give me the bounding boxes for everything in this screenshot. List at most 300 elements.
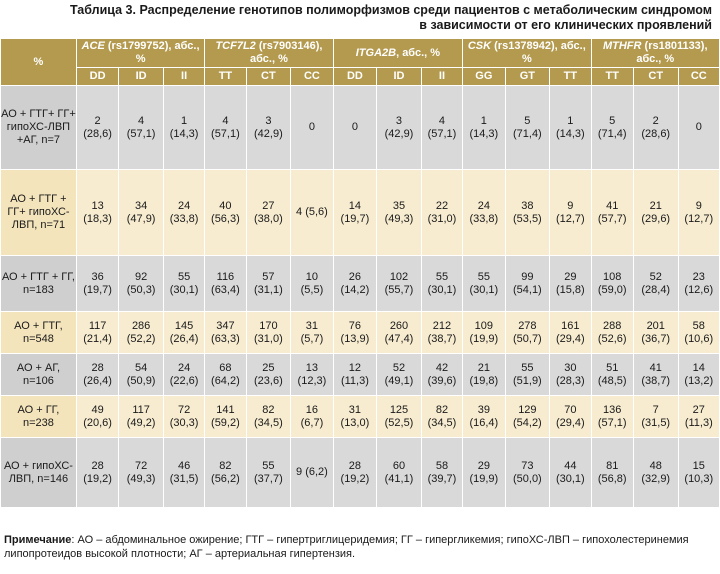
table-cell xyxy=(377,354,422,396)
cell-percent: (29,4) xyxy=(555,332,585,345)
table-cell xyxy=(205,86,246,170)
table-cell xyxy=(291,170,333,256)
table-cell xyxy=(205,170,246,256)
row-label: АО + АГ, n=106 xyxy=(1,354,77,396)
cell-count: 46 xyxy=(177,459,191,472)
cell-count: 44 xyxy=(564,459,577,472)
cell-percent: (52,2) xyxy=(126,332,156,345)
cell-percent: (57,1) xyxy=(427,127,457,140)
table-cell xyxy=(591,312,633,354)
cell-percent: (19,7) xyxy=(83,283,112,296)
cell-count: 49 xyxy=(91,403,104,416)
table-row xyxy=(1,256,720,312)
table-cell xyxy=(377,256,422,312)
percent-header: % xyxy=(1,39,77,86)
cell-percent: (28,6) xyxy=(83,127,112,140)
cell-count: 99 xyxy=(521,270,534,283)
cell-percent: (71,4) xyxy=(597,127,627,140)
table-cell xyxy=(377,438,422,508)
cell-percent: (47,4) xyxy=(384,332,414,345)
cell-count: 286 xyxy=(131,319,151,332)
cell-count: 145 xyxy=(174,319,194,332)
table-row xyxy=(1,396,720,438)
table-cell xyxy=(333,354,377,396)
cell-percent: (49,2) xyxy=(126,416,156,429)
table-cell xyxy=(463,312,505,354)
cell-percent: (59,0) xyxy=(597,283,627,296)
table-cell xyxy=(163,396,204,438)
title-line-2: в зависимости от его клинических проявлений xyxy=(419,18,712,32)
cell-percent: (18,3) xyxy=(83,212,112,225)
cell-percent: (31,0) xyxy=(427,212,457,225)
table-cell xyxy=(163,354,204,396)
cell-percent: (10,6) xyxy=(684,332,714,345)
row-label: АО + ГТГ + ГГ+ гипоХС-ЛВП, n=71 xyxy=(1,170,77,256)
table-cell xyxy=(591,256,633,312)
table-body xyxy=(1,86,720,508)
cell-count: 26 xyxy=(348,270,362,283)
cell-count: 102 xyxy=(389,270,409,283)
table-cell xyxy=(678,256,719,312)
row-label: АО + ГГ, n=238 xyxy=(1,396,77,438)
table-cell xyxy=(633,86,678,170)
table-cell xyxy=(463,396,505,438)
table-cell xyxy=(163,438,204,508)
table-cell xyxy=(333,170,377,256)
cell-count: 40 xyxy=(219,199,232,212)
table-cell xyxy=(119,312,164,354)
table-cell xyxy=(333,438,377,508)
cell-percent: (22,6) xyxy=(169,374,199,387)
cell-count: 22 xyxy=(435,199,449,212)
cell-percent: (29,6) xyxy=(641,212,671,225)
cell-count: 129 xyxy=(518,403,537,416)
cell-count: 288 xyxy=(603,319,622,332)
genotype-header: CC xyxy=(291,68,333,86)
cell-percent: (19,7) xyxy=(340,212,370,225)
table-cell xyxy=(205,354,246,396)
cell-percent: (57,1) xyxy=(211,127,240,140)
table-cell xyxy=(421,256,462,312)
cell-percent: (64,2) xyxy=(211,374,240,387)
cell-percent: (20,6) xyxy=(83,416,112,429)
table-cell xyxy=(421,438,462,508)
genotype-header: II xyxy=(163,68,204,86)
gene-header-ace: ACE (rs1799752), абс., % xyxy=(76,39,204,68)
cell-percent: (50,0) xyxy=(512,472,542,485)
cell-percent: (33,8) xyxy=(469,212,499,225)
table-cell xyxy=(205,438,246,508)
genotype-header: TT xyxy=(205,68,246,86)
table-cell xyxy=(205,256,246,312)
cell-count: 48 xyxy=(649,459,662,472)
cell-percent: (29,4) xyxy=(555,416,585,429)
cell-count: 72 xyxy=(177,403,191,416)
cell-count: 81 xyxy=(606,459,619,472)
table-note xyxy=(4,533,716,561)
cell-percent: (13,9) xyxy=(340,332,370,345)
table-cell xyxy=(291,312,333,354)
cell-percent: (21,4) xyxy=(83,332,112,345)
cell-count: 2 xyxy=(94,114,101,127)
cell-count: 36 xyxy=(91,270,104,283)
cell-percent: (19,2) xyxy=(83,472,112,485)
table-cell xyxy=(505,438,550,508)
gene-header-csk: CSK (rs1378942), абс., % xyxy=(463,39,591,68)
table-cell xyxy=(119,354,164,396)
cell-percent: (56,2) xyxy=(211,472,240,485)
cell-count: 24 xyxy=(177,199,191,212)
cell-count: 42 xyxy=(435,361,449,374)
table-cell xyxy=(550,256,591,312)
cell-percent: (47,9) xyxy=(126,212,156,225)
genotype-table xyxy=(0,38,720,508)
cell-count: 55 xyxy=(435,270,449,283)
table-cell xyxy=(633,256,678,312)
cell-percent: (5,7) xyxy=(300,332,324,345)
genotype-header: GG xyxy=(463,68,505,86)
table-cell xyxy=(591,396,633,438)
table-cell xyxy=(591,86,633,170)
cell-count: 52 xyxy=(392,361,406,374)
table-cell xyxy=(505,354,550,396)
table-cell xyxy=(550,354,591,396)
cell-percent: (14,3) xyxy=(169,127,199,140)
table-cell xyxy=(421,170,462,256)
cell-percent: (28,4) xyxy=(641,283,671,296)
table-cell xyxy=(633,354,678,396)
cell-count: 170 xyxy=(259,319,278,332)
cell-percent: (12,6) xyxy=(684,283,714,296)
cell-percent: (26,4) xyxy=(169,332,199,345)
table-cell xyxy=(163,256,204,312)
cell-percent: (30,1) xyxy=(555,472,585,485)
table-cell xyxy=(333,312,377,354)
table-cell xyxy=(119,170,164,256)
cell-count: 9 xyxy=(695,199,702,212)
cell-count: 55 xyxy=(262,459,275,472)
cell-percent: (31,5) xyxy=(641,416,671,429)
cell-percent: (51,9) xyxy=(512,374,542,387)
cell-percent: (34,5) xyxy=(427,416,457,429)
table-cell xyxy=(591,354,633,396)
table-cell xyxy=(246,86,291,170)
cell-count: 9 (6,2) xyxy=(296,466,328,478)
table-cell xyxy=(377,312,422,354)
genotype-header: TT xyxy=(550,68,591,86)
cell-count: 13 xyxy=(91,199,104,212)
table-cell xyxy=(550,438,591,508)
cell-count: 55 xyxy=(521,361,534,374)
row-label: АО + ГТГ+ ГГ+ гипоХС-ЛВП +АГ, n=7 xyxy=(1,86,77,170)
cell-count: 27 xyxy=(692,403,705,416)
cell-percent: (54,1) xyxy=(512,283,542,296)
cell-percent: (19,8) xyxy=(469,374,499,387)
cell-percent: (56,8) xyxy=(597,472,627,485)
cell-count: 10 xyxy=(305,270,319,283)
table-cell xyxy=(291,354,333,396)
cell-percent: (19,9) xyxy=(469,332,499,345)
cell-percent: (16,4) xyxy=(469,416,499,429)
table-cell xyxy=(76,170,118,256)
cell-count: 1 xyxy=(181,114,188,127)
cell-percent: (31,5) xyxy=(169,472,199,485)
cell-percent: (30,1) xyxy=(427,283,457,296)
genotype-header: CT xyxy=(633,68,678,86)
cell-percent: (49,3) xyxy=(384,212,414,225)
cell-count: 260 xyxy=(389,319,409,332)
cell-count: 3 xyxy=(265,114,272,127)
cell-percent: (52,5) xyxy=(384,416,414,429)
table-cell xyxy=(76,438,118,508)
table-cell xyxy=(119,438,164,508)
cell-count: 34 xyxy=(134,199,148,212)
cell-count: 7 xyxy=(652,403,659,416)
cell-percent: (31,1) xyxy=(254,283,283,296)
table-cell xyxy=(678,170,719,256)
header-row-genotypes xyxy=(1,68,720,86)
cell-count: 125 xyxy=(389,403,409,416)
cell-count: 4 (5,6) xyxy=(296,206,328,218)
cell-count: 28 xyxy=(348,459,362,472)
cell-count: 28 xyxy=(91,361,104,374)
cell-count: 1 xyxy=(480,114,487,127)
cell-percent: (59,2) xyxy=(211,416,240,429)
cell-percent: (39,7) xyxy=(427,472,457,485)
cell-percent: (32,9) xyxy=(641,472,671,485)
cell-count: 4 xyxy=(222,114,229,127)
title-line-1: Таблица 3. Распределение генотипов полиморфизмов среди пациентов с метаболическим синдромом xyxy=(69,3,712,17)
cell-count: 82 xyxy=(219,459,232,472)
cell-percent: (28,6) xyxy=(641,127,671,140)
table-cell xyxy=(505,256,550,312)
cell-count: 13 xyxy=(305,361,319,374)
cell-percent: (42,9) xyxy=(384,127,414,140)
cell-percent: (49,1) xyxy=(384,374,414,387)
cell-count: 24 xyxy=(477,199,490,212)
cell-percent: (11,3) xyxy=(684,416,713,429)
table-cell xyxy=(591,170,633,256)
cell-count: 25 xyxy=(262,361,275,374)
cell-percent: (50,9) xyxy=(126,374,156,387)
cell-percent: (26,4) xyxy=(83,374,112,387)
table-cell xyxy=(163,170,204,256)
cell-percent: (34,5) xyxy=(254,416,283,429)
cell-percent: (57,7) xyxy=(597,212,627,225)
table-cell xyxy=(377,86,422,170)
cell-count: 347 xyxy=(216,319,235,332)
table-cell xyxy=(246,396,291,438)
cell-count: 14 xyxy=(348,199,362,212)
cell-count: 30 xyxy=(564,361,577,374)
cell-percent: (10,3) xyxy=(684,472,714,485)
cell-count: 161 xyxy=(561,319,580,332)
row-label: АО + ГТГ + ГГ, n=183 xyxy=(1,256,77,312)
table-cell xyxy=(76,396,118,438)
cell-percent: (53,5) xyxy=(512,212,542,225)
cell-percent: (13,0) xyxy=(340,416,370,429)
table-cell xyxy=(463,438,505,508)
cell-percent: (33,8) xyxy=(169,212,199,225)
table-cell xyxy=(463,256,505,312)
cell-count: 55 xyxy=(477,270,490,283)
cell-count: 136 xyxy=(603,403,622,416)
table-cell xyxy=(505,396,550,438)
table-cell xyxy=(377,170,422,256)
table-cell xyxy=(246,170,291,256)
genotype-header: DD xyxy=(333,68,377,86)
table-cell xyxy=(678,438,719,508)
cell-percent: (23,6) xyxy=(254,374,283,387)
genotype-header: GT xyxy=(505,68,550,86)
table-cell xyxy=(591,438,633,508)
cell-count: 82 xyxy=(262,403,275,416)
cell-percent: (38,0) xyxy=(254,212,283,225)
cell-count: 92 xyxy=(134,270,148,283)
table-cell xyxy=(505,312,550,354)
cell-count: 41 xyxy=(606,199,619,212)
cell-percent: (52,6) xyxy=(597,332,627,345)
cell-count: 278 xyxy=(518,319,537,332)
cell-count: 212 xyxy=(432,319,452,332)
table-cell xyxy=(246,256,291,312)
table-cell xyxy=(678,86,719,170)
table-cell xyxy=(291,86,333,170)
cell-percent: (12,7) xyxy=(555,212,585,225)
cell-count: 41 xyxy=(649,361,662,374)
table-cell xyxy=(421,354,462,396)
table-title xyxy=(0,0,712,33)
genotype-header: ID xyxy=(119,68,164,86)
table-cell xyxy=(505,86,550,170)
table-cell xyxy=(550,396,591,438)
note-label: Примечание xyxy=(4,534,72,546)
cell-percent: (63,3) xyxy=(211,332,240,345)
cell-count: 29 xyxy=(564,270,577,283)
cell-percent: (42,9) xyxy=(254,127,283,140)
table-cell xyxy=(678,354,719,396)
cell-percent: (54,2) xyxy=(512,416,542,429)
table-cell xyxy=(333,396,377,438)
table-cell xyxy=(463,170,505,256)
table-cell xyxy=(633,396,678,438)
cell-count: 39 xyxy=(477,403,490,416)
cell-count: 28 xyxy=(91,459,104,472)
cell-count: 73 xyxy=(521,459,534,472)
cell-count: 15 xyxy=(692,459,705,472)
cell-count: 57 xyxy=(262,270,275,283)
cell-count: 117 xyxy=(88,319,107,332)
cell-count: 27 xyxy=(262,199,275,212)
cell-count: 4 xyxy=(438,114,446,127)
table-cell xyxy=(421,86,462,170)
cell-count: 14 xyxy=(692,361,705,374)
cell-count: 3 xyxy=(395,114,403,127)
table-cell xyxy=(205,396,246,438)
cell-count: 23 xyxy=(692,270,705,283)
cell-percent: (11,3) xyxy=(340,374,369,387)
row-label: АО + гипоХС-ЛВП, n=146 xyxy=(1,438,77,508)
table-cell xyxy=(119,86,164,170)
cell-count: 1 xyxy=(567,114,574,127)
cell-percent: (5,5) xyxy=(300,283,324,296)
cell-count: 24 xyxy=(177,361,191,374)
table-cell xyxy=(76,86,118,170)
cell-count: 21 xyxy=(477,361,490,374)
table-cell xyxy=(246,354,291,396)
cell-count: 16 xyxy=(305,403,319,416)
cell-percent: (31,0) xyxy=(254,332,283,345)
genotype-header: CT xyxy=(246,68,291,86)
table-cell xyxy=(76,312,118,354)
table-row xyxy=(1,312,720,354)
cell-percent: (50,7) xyxy=(512,332,542,345)
cell-count: 0 xyxy=(351,121,358,133)
cell-count: 117 xyxy=(132,403,150,416)
cell-percent: (38,7) xyxy=(427,332,457,345)
cell-count: 38 xyxy=(521,199,534,212)
table-cell xyxy=(291,256,333,312)
cell-percent: (38,7) xyxy=(641,374,671,387)
cell-count: 54 xyxy=(134,361,148,374)
cell-percent: (14,2) xyxy=(340,283,370,296)
cell-count: 70 xyxy=(564,403,577,416)
cell-count: 21 xyxy=(649,199,662,212)
cell-percent: (39,6) xyxy=(427,374,457,387)
gene-header-mthfr: MTHFR (rs1801133), абс., % xyxy=(591,39,719,68)
table-cell xyxy=(163,312,204,354)
table-cell xyxy=(633,312,678,354)
cell-percent: (56,3) xyxy=(211,212,240,225)
cell-count: 35 xyxy=(392,199,406,212)
table-cell xyxy=(505,170,550,256)
cell-count: 60 xyxy=(392,459,406,472)
cell-percent: (14,3) xyxy=(469,127,499,140)
cell-percent: (28,3) xyxy=(555,374,585,387)
table-cell xyxy=(246,438,291,508)
cell-percent: (37,7) xyxy=(254,472,283,485)
table-cell xyxy=(633,438,678,508)
genotype-header: ID xyxy=(377,68,422,86)
genotype-header: DD xyxy=(76,68,118,86)
cell-percent: (71,4) xyxy=(512,127,542,140)
cell-count: 51 xyxy=(606,361,619,374)
table-cell xyxy=(291,438,333,508)
cell-percent: (55,7) xyxy=(384,283,414,296)
note-text: : АО – абдоминальное ожирение; ГТГ – гипертриглицеридемия; ГГ – гипергликемия; гипоХС-ЛВП – гипохолестеринемия липопротеидов высокой плотности; АГ – артериальная гипертензия. xyxy=(4,534,689,560)
cell-percent: (13,2) xyxy=(684,374,714,387)
table-cell xyxy=(163,86,204,170)
genotype-header: II xyxy=(421,68,462,86)
cell-count: 0 xyxy=(308,121,315,133)
table-cell xyxy=(333,256,377,312)
cell-percent: (63,4) xyxy=(211,283,240,296)
table-row xyxy=(1,354,720,396)
cell-count: 116 xyxy=(216,270,235,283)
cell-count: 5 xyxy=(524,114,531,127)
cell-count: 4 xyxy=(138,114,145,127)
cell-percent: (30,1) xyxy=(169,283,199,296)
cell-percent: (49,3) xyxy=(126,472,156,485)
cell-percent: (19,9) xyxy=(469,472,499,485)
table-cell xyxy=(333,86,377,170)
cell-count: 141 xyxy=(216,403,235,416)
genotype-header: TT xyxy=(591,68,633,86)
cell-count: 58 xyxy=(692,319,705,332)
table-row xyxy=(1,170,720,256)
cell-count: 9 xyxy=(567,199,574,212)
genotype-header: CC xyxy=(678,68,719,86)
